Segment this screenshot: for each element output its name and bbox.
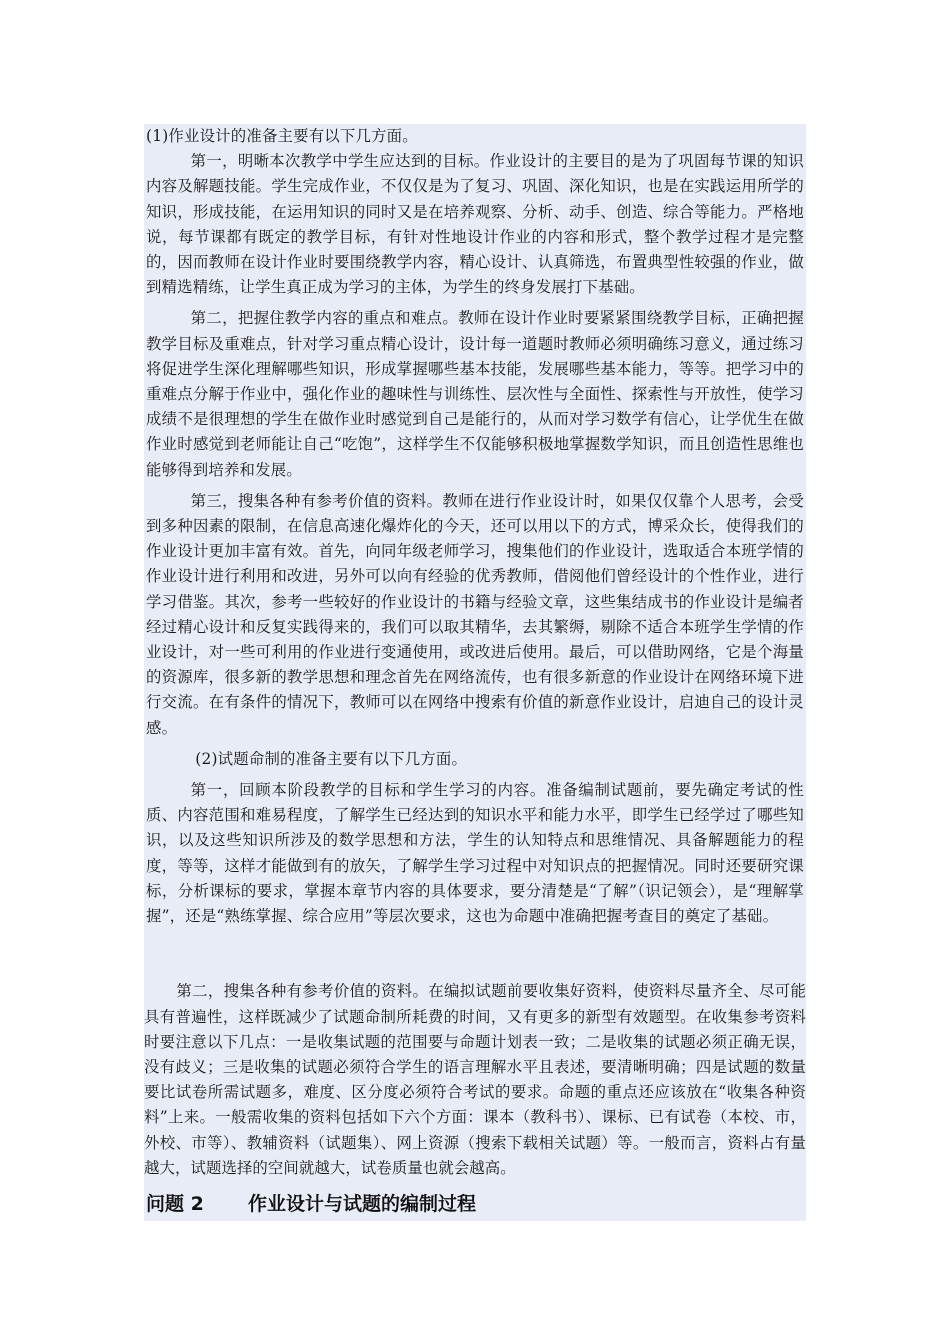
- section1-paragraph-1: 第一，明晰本次教学中学生应达到的目标。作业设计的主要目的是为了巩固每节课的知识内容及解题技能。学生完成作业，不仅仅是为了复习、巩固、深化知识，也是在实践运用所学的知识，形成技能，在运用知识的同时又是在培养观察、分析、动手、创造、综合等能力。严格地说，每节课都有既定的教学目标，有针对性地设计作业的内容和形式，整个教学过程才是完整的，因而教师在设计作业时要围绕教学内容，精心设计、认真筛选，布置典型性较强的作业，做到精选精练，让学生真正成为学习的主体，为学生的终身发展打下基础。: [146, 152, 804, 297]
- blank-gap: [146, 929, 804, 979]
- text-block-second: [144, 979, 806, 1221]
- section1-paragraph-3: 第三，搜集各种有参考价值的资料。教师在进行作业设计时，如果仅仅靠个人思考，会受到多种因素的限制，在信息高速化爆炸化的今天，还可以用以下的方式，博采众长，使得我们的作业设计更加丰富有效。首先，向同年级老师学习，搜集他们的作业设计，选取适合本班学情的作业设计进行利用和改进，另外可以向有经验的优秀教师，借阅他们曾经设计的个性作业，进行学习借鉴。其次，参考一些较好的作业设计的书籍与经验文章，这些集结成书的作业设计是编者经过精心设计和反复实践得来的，我们可以取其精华，去其繁缛，剔除不适合本班学生学情的作业设计，对一些可利用的作业进行变通使用，或改进后使用。最后，可以借助网络，它是个海量的资源库，很多新的教学思想和理念首先在网络流传，也有很多新意的作业设计在网络环境下进行交流。在有条件的情况下，教师可以在网络中搜索有价值的新意作业设计，启迪自己的设计灵感。: [146, 491, 804, 737]
- section2-heading: (2)试题命制的准备主要有以下几方面。: [195, 749, 468, 768]
- text-block-highlighted: [144, 124, 806, 979]
- section2-paragraph-2: 第二，搜集各种有参考价值的资料。在编拟试题前要收集好资料，使资料尽量齐全、尽可能具有普遍性，这样既减少了试题命制所耗费的时间，又有更多的新型有效题型。在收集参考资料时要注意以下几点：一是收集试题的范围要与命题计划表一致；二是收集的试题必须正确无误，没有歧义；三是收集的试题必须符合学生的语言理解水平且表述，要清晰明确；四是试题的数量要比试卷所需试题多，难度、区分度必须符合考试的要求。命题的重点还应该放在“收集各种资料”上来。一般需收集的资料包括如下六个方面：课本（教科书）、课标、已有试卷（本校、市，外校、市等）、教辅资料（试题集）、网上资源（搜索下载相关试题）等。一般而言，资料占有量越大，试题选择的空间就越大，试卷质量也就会越高。: [144, 982, 806, 1177]
- section2-paragraph-1: 第一，回顾本阶段教学的目标和学生学习的内容。准备编制试题前，要先确定考试的性质、内容范围和难易程度，了解学生已经达到的知识水平和能力水平，即学生已经学过了哪些知识，以及这些知识所涉及的数学思想和方法，学生的认知特点和思维情况、具备解题能力的程度，等等，这样才能做到有的放矢，了解学生学习过程中对知识点的把握情况。同时还要研究课标，分析课标的要求，掌握本章节内容的具体要求，要分清楚是“了解”（识记领会），是“理解掌握”，还是“熟练掌握、综合应用”等层次要求，这也为命题中准确把握考查目的奠定了基础。: [146, 781, 804, 926]
- document-body: [144, 124, 806, 1221]
- question-title: 作业设计与试题的编制过程: [248, 1192, 477, 1215]
- question-number: 问题 2: [146, 1192, 204, 1215]
- section1-paragraph-2: 第二，把握住教学内容的重点和难点。教师在设计作业时要紧紧围绕教学目标，正确把握教学目标及重难点，针对学习重点精心设计，设计每一道题时教师必须明确练习意义，通过练习将促进学生深化理解哪些知识，形成掌握哪些基本技能，发展哪些基本能力，等等。把学习中的重难点分解于作业中，强化作业的趣味性与训练性、层次性与全面性、探索性与开放性，使学习成绩不是很理想的学生在做作业时感觉到自己是能行的，从而对学习数学有信心，让学优生在做作业时感觉到老师能让自己“吃饱”，这样学生不仅能够积极地掌握数学知识，而且创造性思维也能够得到培养和发展。: [146, 309, 804, 479]
- question-heading: [144, 1187, 806, 1221]
- section1-heading: (1)作业设计的准备主要有以下几方面。: [146, 127, 418, 145]
